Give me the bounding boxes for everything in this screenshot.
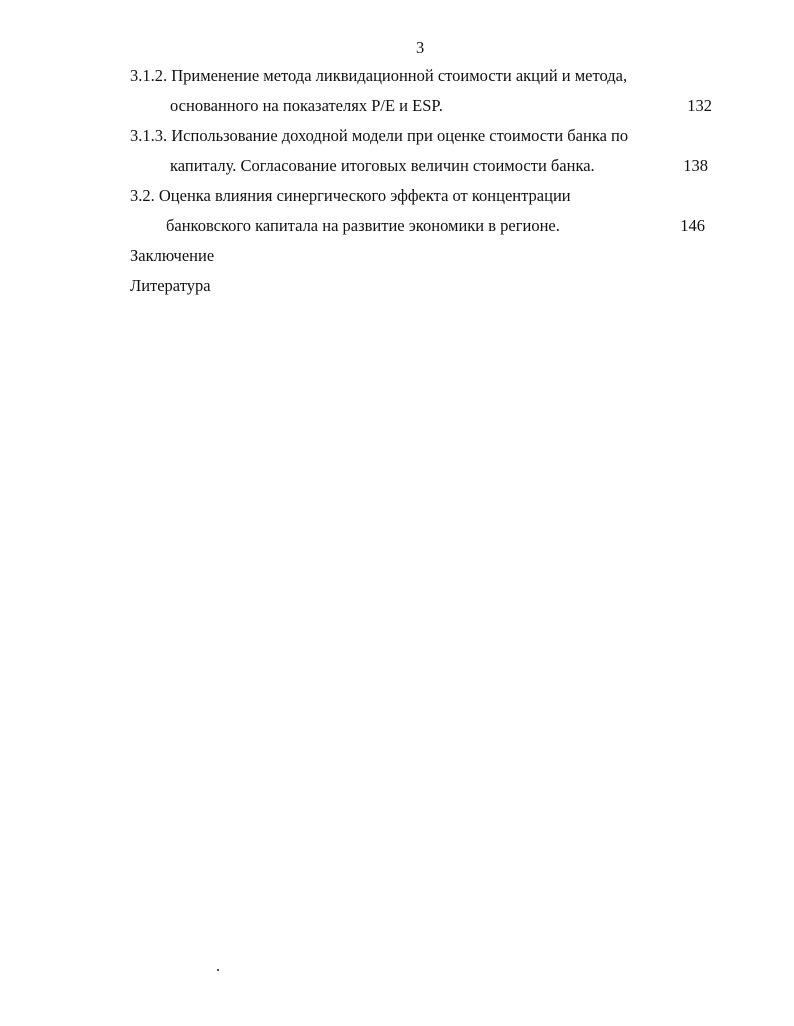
toc-entry-conclusion: Заключение (130, 246, 215, 265)
toc-entry-line: 3.2. Оценка влияния синергического эффекта от концентрации (130, 186, 571, 205)
scan-speck (217, 969, 219, 971)
toc-entry-line: основанного на показателях P/E и ESP. (170, 96, 443, 115)
toc-page-number: 146 (680, 216, 705, 235)
toc-entry-literature: Литература (130, 276, 211, 295)
toc-page-number: 132 (687, 96, 712, 115)
toc-entry-line: 3.1.2. Применение метода ликвидационной стоимости акций и метода, (130, 66, 628, 85)
toc-entry-line: капиталу. Согласование итоговых величин стоимости банка. (170, 156, 595, 175)
toc-entry-line: банковского капитала на развитие экономики в регионе. (166, 216, 560, 235)
toc-page-number: 138 (683, 156, 708, 175)
page-number: 3 (416, 38, 425, 57)
toc-entry-line: 3.1.3. Использование доходной модели при оценке стоимости банка по (130, 126, 629, 145)
